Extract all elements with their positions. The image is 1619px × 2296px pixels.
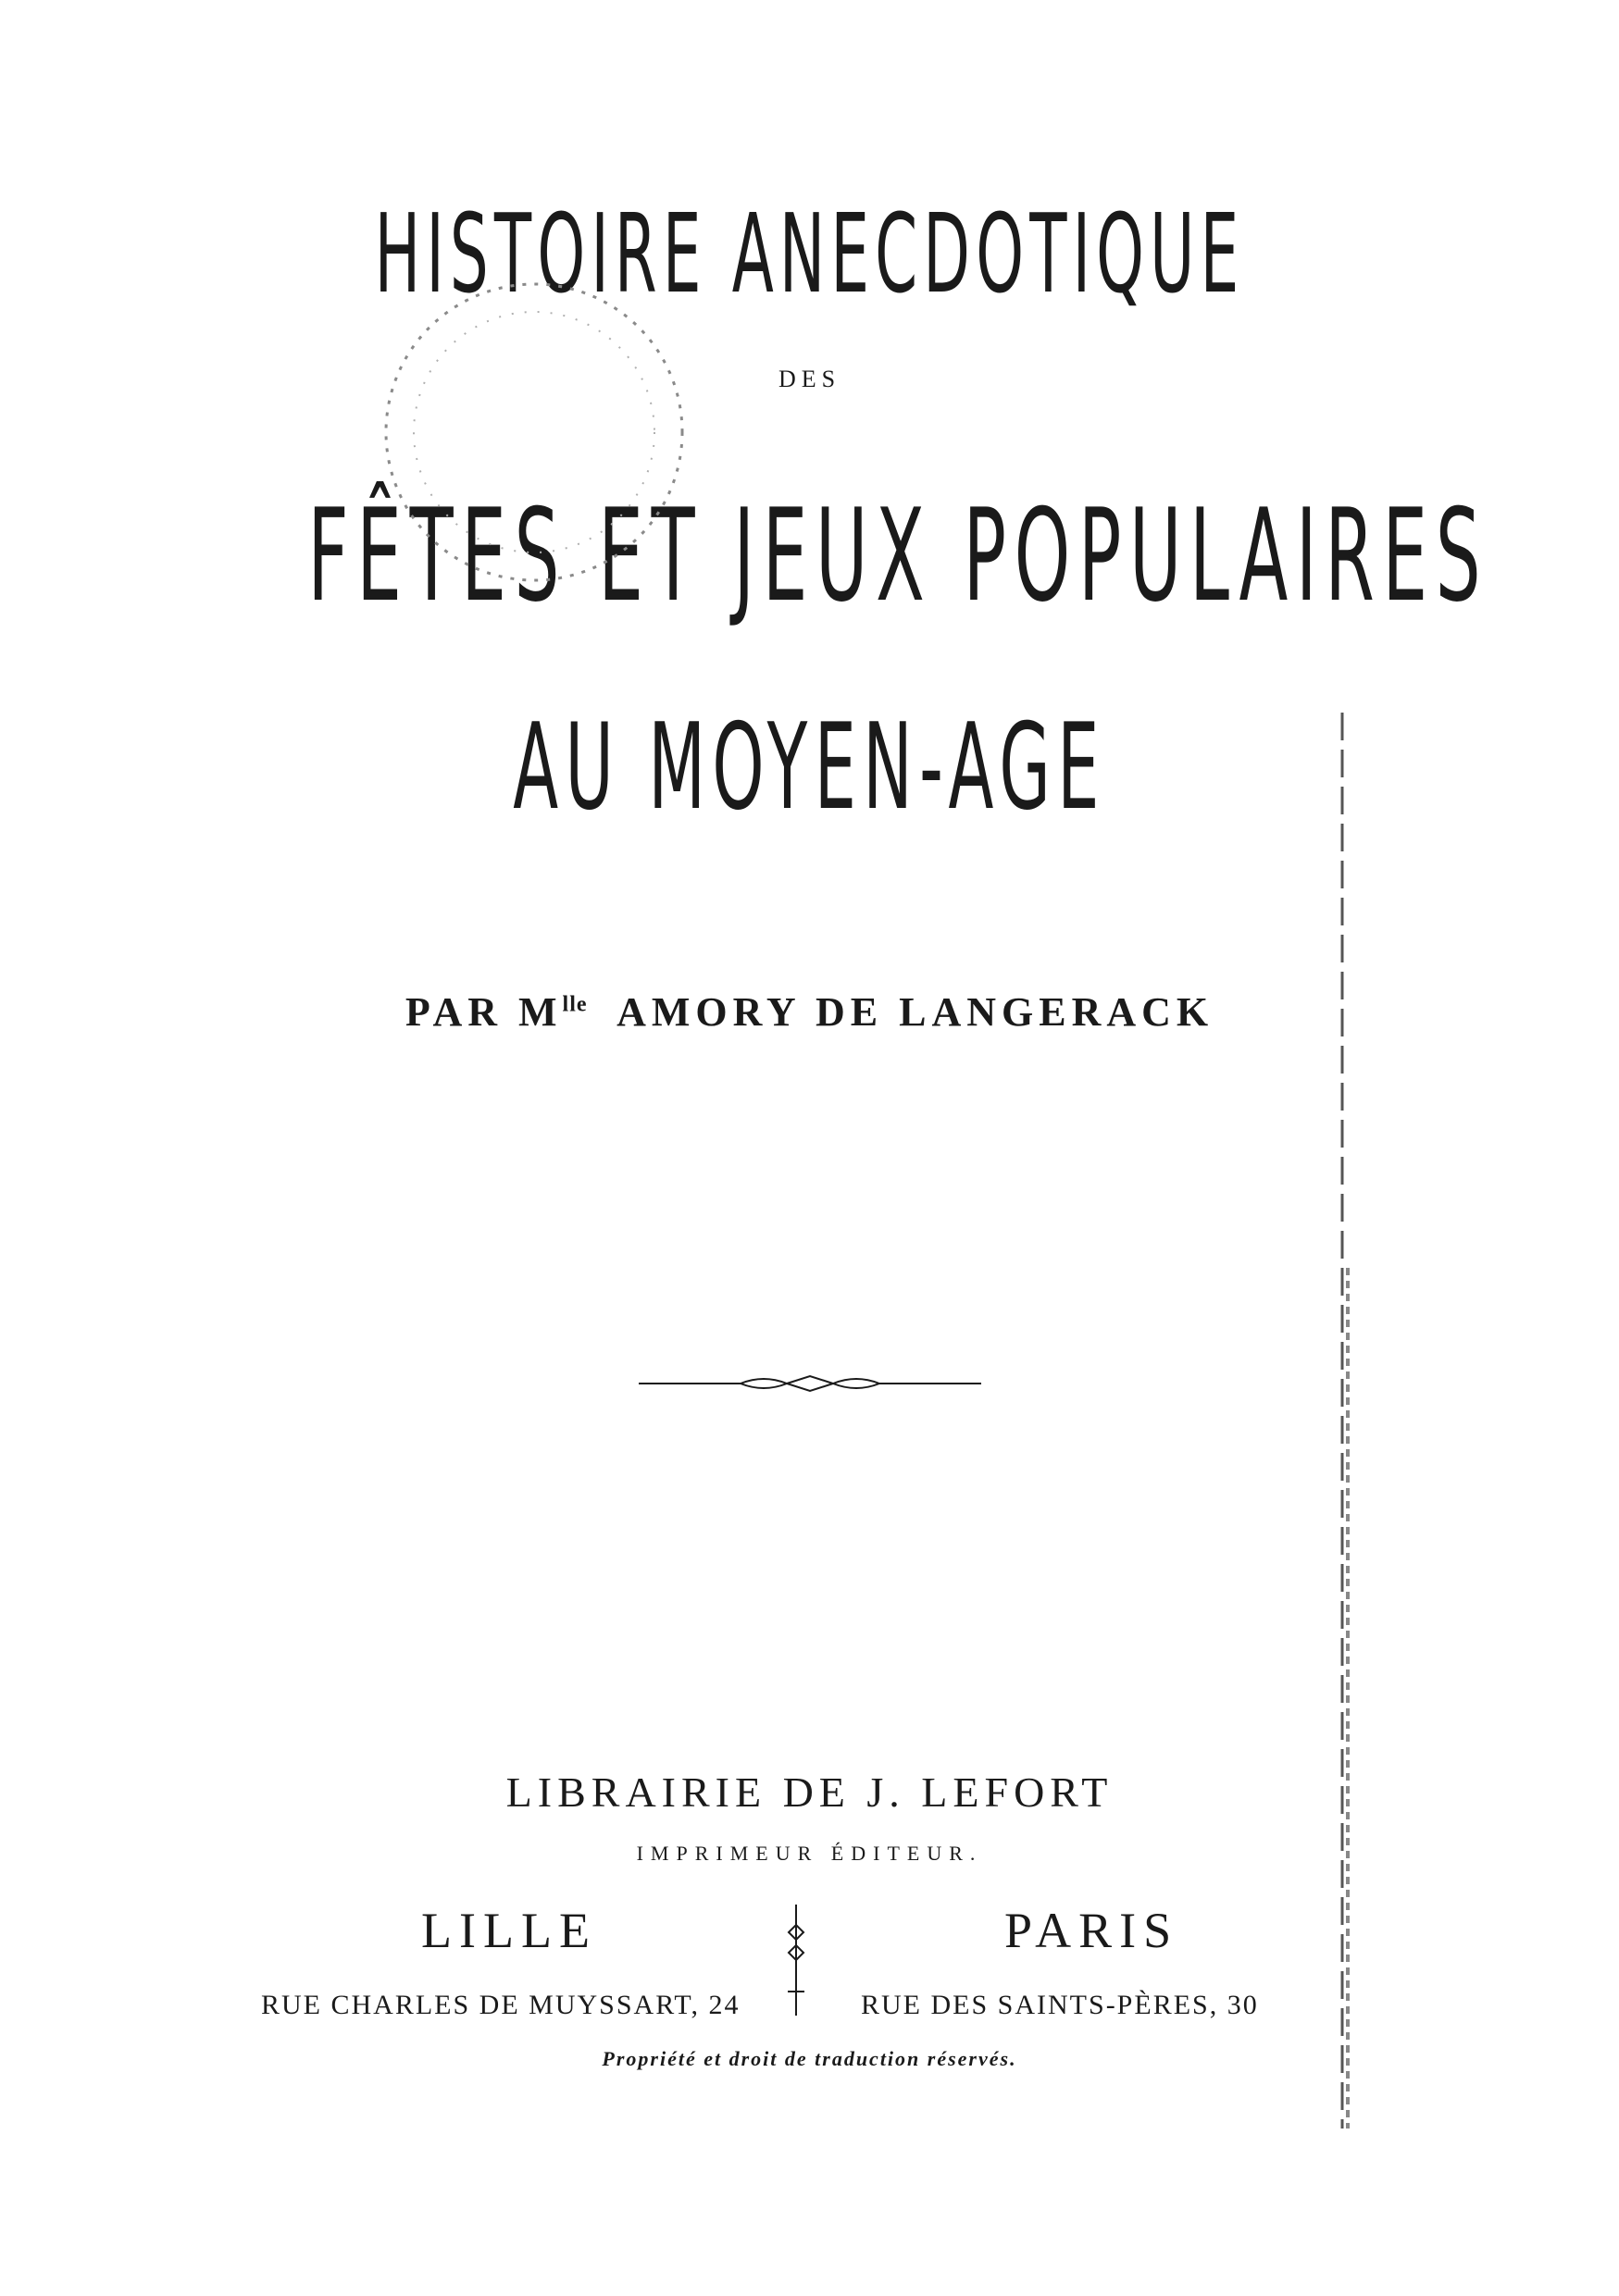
author-name: AMORY DE LANGERACK [616, 989, 1214, 1035]
left-city: LILLE [421, 1903, 597, 1958]
right-address: RUE DES SAINTS-PÈRES, 30 [861, 1990, 1259, 2020]
author-line [0, 988, 1619, 1036]
title-line-4: AU MOYEN-AGE [513, 699, 1106, 837]
title-line-1: HISTOIRE ANECDOTIQUE [374, 190, 1245, 317]
author-honorific: lle [562, 992, 588, 1017]
left-address: RUE CHARLES DE MUYSSART, 24 [261, 1990, 741, 2020]
ornamental-rule-icon [639, 1371, 981, 1396]
title-line-3: FÊTES ET JEUX POPULAIRES [307, 481, 1489, 630]
cross-separator-icon [785, 1905, 807, 2016]
page-edge-shadow [1333, 713, 1351, 2128]
title-line-2: DES [778, 366, 841, 392]
publisher-name: LIBRAIRIE DE J. LEFORT [505, 1769, 1114, 1816]
rights-notice: Propriété et droit de traduction réservés. [602, 2047, 1017, 2070]
author-prefix: PAR M [405, 989, 563, 1035]
library-stamp-icon [375, 273, 694, 592]
right-city: PARIS [1004, 1903, 1179, 1958]
publisher-role: IMPRIMEUR ÉDITEUR. [636, 1842, 983, 1865]
